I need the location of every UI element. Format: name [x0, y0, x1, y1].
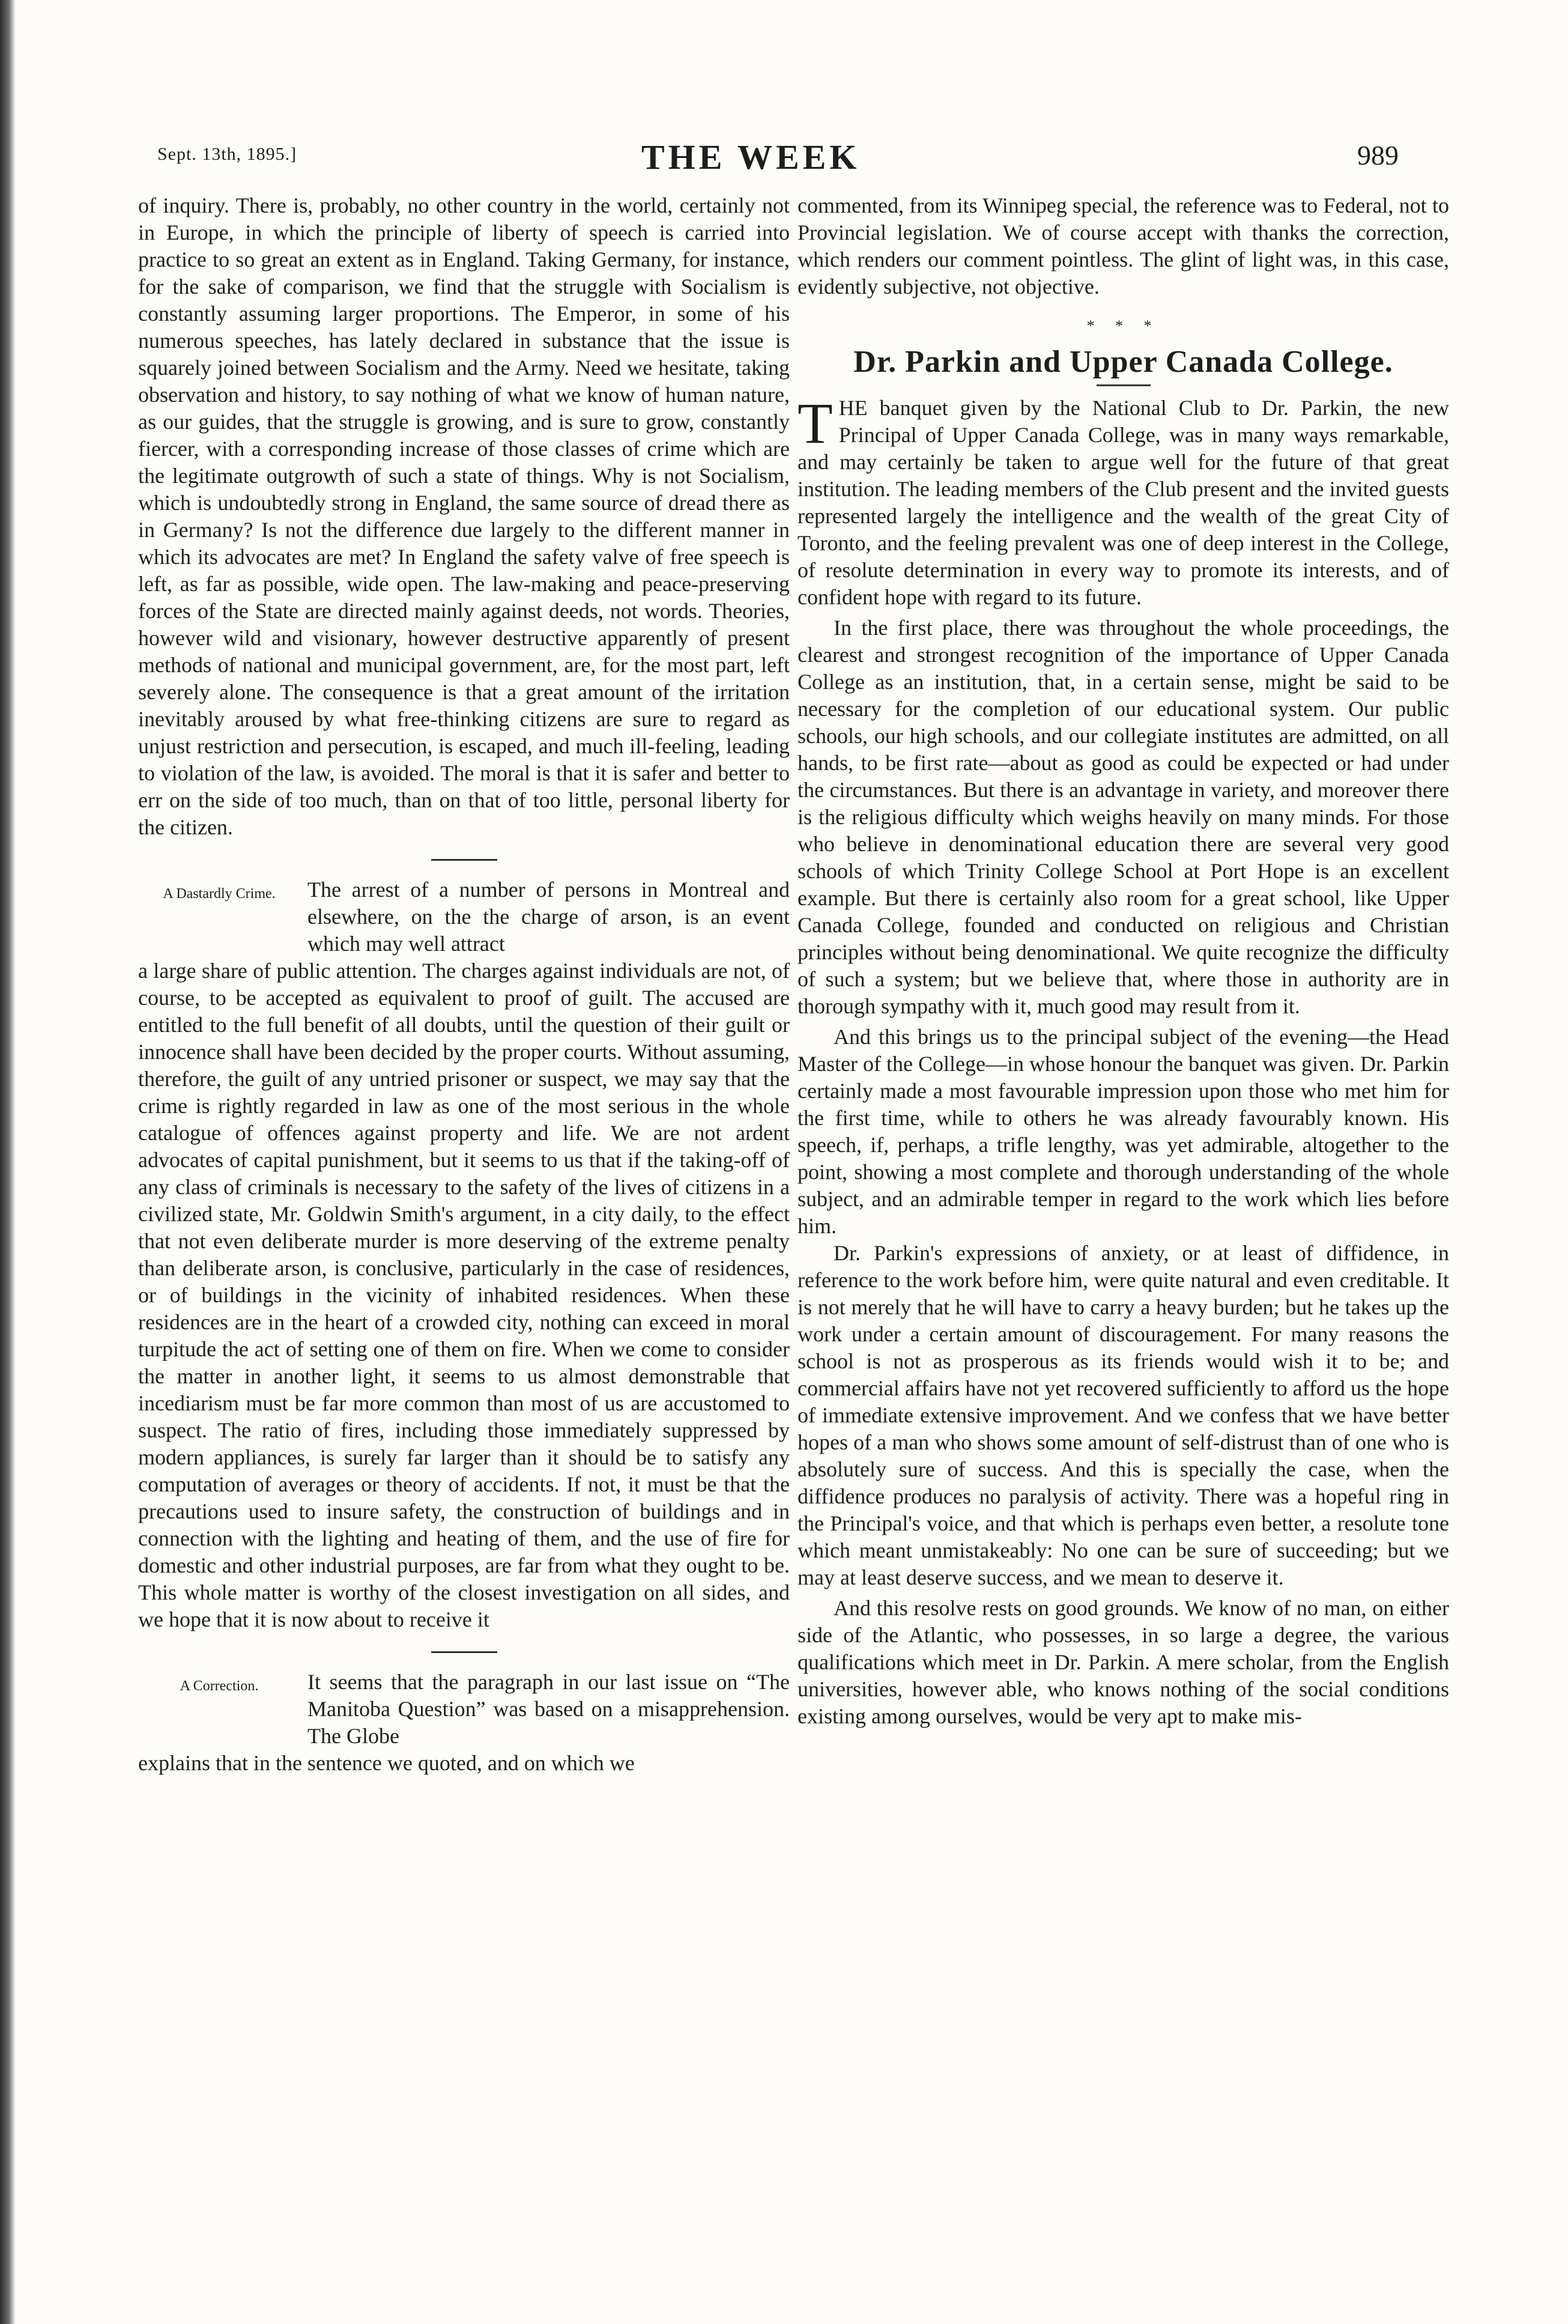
article-paragraph-2: In the first place, there was throughout the whole proceedings, the clearest and strongest recognition of the importance of Upper Canada College as an institution, that, in a certain sense, might be said to be necessary for the completion of our educational system. Our public schools, our high schools, and our collegiate institutes are admitted, on all hands, to be first rate—about as good as could be expected or had under the circumstances. But there is an advantage in variety, and moreover there is the religious difficulty which weighs heavily on many minds. For those who believe in denominational education there are several very good schools of which Trinity College School at Port Hope is an excellent example. But there is certainly also room for a great school, like Upper Canada College, founded and conducted on religious and Christian principles without being denominational. We quite recognize the difficulty of such a system; but we believe that, where those in authority are in thorough sympathy with it, much good may result from it.	[798, 616, 1449, 1018]
section-divider	[431, 1651, 497, 1653]
title-underline	[1097, 384, 1151, 386]
correction-section	[138, 1669, 790, 1750]
side-heading-correction: A Correction.	[180, 1678, 259, 1694]
article-paragraph-1-text: HE banquet given by the National Club to Dr. Parkin, the new Principal of Upper Canada College, was in many ways remarkable, and may certainly be taken to argue well for the future of that great institution. The leading members of the Club present and the invited guests represented largely the intelligence and the wealth of the great City of Toronto, and the feeling prevalent was one of deep interest in the College, of resolute determination in every way to promote its interests, and of confident hope with regard to its future.	[798, 396, 1449, 609]
article-paragraph-3: And this brings us to the principal subject of the evening—the Head Master of the College—in whose honour the banquet was given. Dr. Parkin certainly made a most favourable impression upon those who met him for the first time, while to others he was already favourably known. His speech, if, perhaps, a trifle lengthy, was yet admirable, altogether to the point, showing a most complete and thorough understanding of the whole subject, and an admirable temper in regard to the work which lies before him.	[798, 1025, 1449, 1238]
asterism-ornament: * * *	[1086, 317, 1160, 335]
dastardly-crime-lead: The arrest of a number of persons in Montreal and elsewhere, on the the charge of arson, is an event which may well attract	[307, 878, 790, 956]
masthead-title: THE WEEK	[641, 138, 861, 177]
dastardly-crime-body: a large share of public attention. The charges against individuals are not, of course, to be accepted as equivalent to proof of guilt. The accused are entitled to the full benefit of all doubts, until the question of their guilt or innocence shall have been decided by the proper courts. Without assuming, therefore, the guilt of any untried prisoner or suspect, we may say that the crime is rightly regarded in law as one of the most serious in the whole catalogue of offences against property and life. We are not ardent advocates of capital punishment, but it seems to us that if the taking-off of any class of criminals is necessary to the safety of the lives of citizens in a civilized state, Mr. Goldwin Smith's argument, in a city daily, to the effect that not even deliberate murder is more deserving of the extreme penalty than deliberate arson, is conclusive, particularly in the case of residences, or of buildings in the vicinity of inhabited residences. When these residences are in the heart of a crowded city, nothing can exceed in moral turpitude the act of setting one of them on fire. When we come to consider the matter in another light, it seems to us almost demonstrable that incediarism must be far more common than most of us are accustomed to suspect. The ratio of fires, including those immediately suppressed by modern appliances, is surely far larger than it should be to satisfy any computation of averages or theory of accidents. If not, it must be that the precautions used to insure safety, the construction of buildings and in connection with the lighting and heating of them, and the use of fire for domestic and other industrial purposes, are far from what they ought to be. This whole matter is worthy of the closest investigation on all sides, and we hope that it is now about to receive it	[138, 959, 790, 1631]
correction-lead: It seems that the paragraph in our last issue on “The Manitoba Question” was based on a misapprehension. The Globe	[307, 1670, 790, 1748]
issue-date: Sept. 13th, 1895.]	[157, 144, 297, 164]
page-header	[0, 137, 1568, 185]
page-edge-shadow	[0, 0, 16, 2324]
section-divider	[431, 859, 497, 861]
side-heading-dastardly-crime: A Dastardly Crime.	[163, 886, 276, 902]
dastardly-crime-section	[138, 876, 790, 957]
page-number: 989	[1357, 140, 1399, 171]
drop-cap-letter: T	[798, 391, 833, 455]
article-paragraph-5: And this resolve rests on good grounds. We know of no man, on either side of the Atlantic, who possesses, in so large a degree, the various qualifications which meet in Dr. Parkin. A mere scholar, from the English universities, however able, who knows nothing of the social conditions existing among ourselves, would be very apt to make mis-	[798, 1596, 1449, 1728]
article-title: Dr. Parkin and Upper Canada College.	[853, 345, 1393, 379]
correction-body: explains that in the sentence we quoted, and on which we	[138, 1751, 635, 1775]
article-paragraph-4: Dr. Parkin's expressions of anxiety, or at least of diffidence, in reference to the work before him, were quite natural and even creditable. It is not merely that he will have to carry a heavy burden; but he takes up the work under a certain amount of discouragement. For many reasons the school is not as prosperous as its friends would wish it to be; and commercial affairs have not yet recovered sufficiently to afford us the hope of immediate extensive improvement. And we confess that we have better hopes of a man who shows some amount of self-distrust than of one who is absolutely sure of success. And this is specially the case, when the diffidence produces no paralysis of activity. There was a hopeful ring in the Principal's voice, and that which is perhaps even better, a resolute tone which meant unmistakeably: No one can be sure of succeeding; but we may at least deserve success, and we mean to deserve it.	[798, 1241, 1449, 1589]
correction-continued-paragraph: commented, from its Winnipeg special, the reference was to Federal, not to Provincial legislation. We of course accept with thanks the correction, which renders our comment pointless. The glint of light was, in this case, evidently subjective, not objective.	[798, 193, 1449, 299]
article-paragraph-1	[798, 391, 1449, 611]
right-column	[798, 192, 1449, 1730]
liberty-of-speech-paragraph: of inquiry. There is, probably, no other country in the world, certainly not in Europe, in which the principle of liberty of speech is carried into practice to so great an extent as in England. Taking Germany, for instance, for the sake of comparison, we find that the struggle with Socialism is constantly assuming larger proportions. The Emperor, in some of his numerous speeches, has lately declared in substance that the issue is squarely joined between Socialism and the Army. Need we hesitate, taking observation and history, to say nothing of what we know of human nature, as our guides, that the struggle is growing, and is sure to grow, constantly fiercer, with a corresponding increase of those classes of crime which are the legitimate outgrowth of such a state of things. Why is not Socialism, which is undoubtedly strong in England, the same source of dread there as in Germany? Is not the difference due largely to the different manner in which its advocates are met? In England the safety valve of free speech is left, as far as possible, wide open. The law-making and peace-preserving forces of the State are directed mainly against deeds, not words. Theories, however wild and visionary, however destructive apparently of present methods of national and municipal government, are, for the most part, left severely alone. The consequence is that a great amount of the irritation inevitably aroused by what free-thinking citizens are sure to regard as unjust restriction and persecution, is escaped, and much ill-feeling, leading to violation of the law, is avoided. The moral is that it is safer and better to err on the side of too much, than on that of too little, personal liberty for the citizen.	[138, 193, 790, 839]
left-column	[138, 192, 790, 1777]
